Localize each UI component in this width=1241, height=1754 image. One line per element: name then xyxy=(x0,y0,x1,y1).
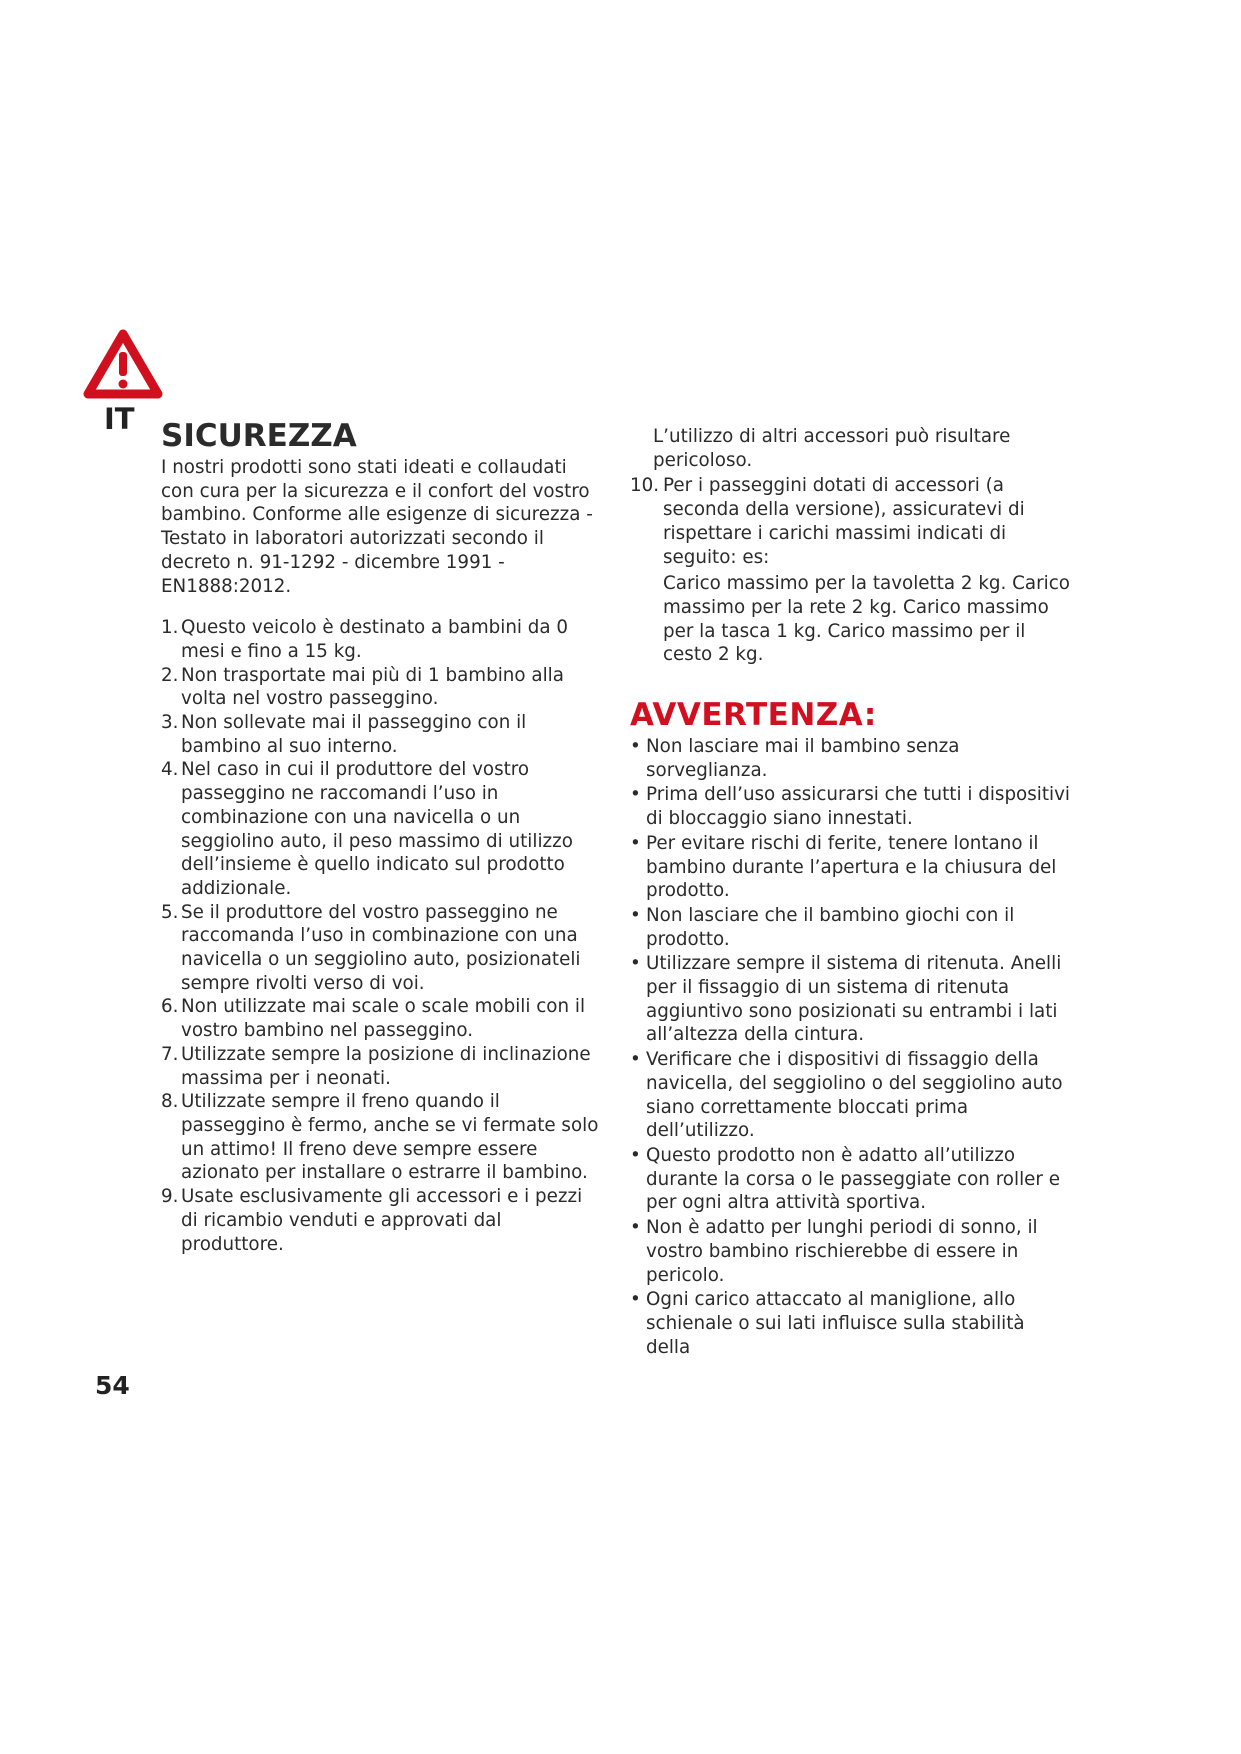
rule-item xyxy=(161,664,601,711)
warning-text: Prima dell’uso assicurarsi che tutti i dispositivi di bloccaggio siano innestati. xyxy=(646,784,1070,830)
rule-number: 3. xyxy=(161,712,179,734)
warning-item xyxy=(630,952,1070,1047)
safety-title: SICUREZZA xyxy=(161,418,357,454)
bullet-icon: • xyxy=(630,904,641,926)
warning-text: Ogni carico attaccato al maniglione, allo schienale o sui lati influisce sulla stabilità della xyxy=(646,1289,1025,1358)
safety-rules-list xyxy=(161,616,601,1256)
safety-intro: I nostri prodotti sono stati ideati e collaudati con cura per la sicurezza e il confort del vostro bambino. Conforme alle esigenze di sicurezza - Testato in laboratori autorizzati secondo il decreto n. 91-1292 - dicembre 1991 - EN1888:2012. xyxy=(161,457,593,597)
bullet-icon: • xyxy=(630,1289,641,1311)
rule-text: Nel caso in cui il produttore del vostro passeggino ne raccomandi l’uso in combinazione con una navicella o un seggiolino auto, il peso massimo di utilizzo dell’insieme è quello indicato sul prodotto addizionale. xyxy=(181,759,573,899)
rule-item-10 xyxy=(630,474,1070,569)
rule-text: Utilizzate sempre la posizione di inclinazione massima per i neonati. xyxy=(181,1043,591,1089)
warning-text: Non lasciare che il bambino giochi con il prodotto. xyxy=(646,904,1015,950)
warning-column xyxy=(630,425,1070,1360)
rule-text: Per i passeggini dotati di accessori (a seconda della versione), assicuratevi di rispettare i carichi massimi indicati di seguito: es: xyxy=(663,475,1025,568)
warning-item xyxy=(630,904,1070,951)
rule-text: Non utilizzate mai scale o scale mobili con il vostro bambino nel passeggino. xyxy=(181,996,586,1042)
rule-text: Non trasportate mai più di 1 bambino alla volta nel vostro passeggino. xyxy=(181,664,564,710)
rule-number: 8. xyxy=(161,1091,179,1113)
warning-item xyxy=(630,1216,1070,1287)
rule-item xyxy=(161,1043,601,1090)
rule-9-continued: L’utilizzo di altri accessori può risultare pericoloso. xyxy=(653,426,1011,471)
warning-title: AVVERTENZA: xyxy=(630,697,877,734)
bullet-icon: • xyxy=(630,1049,641,1071)
warning-item xyxy=(630,832,1070,903)
bullet-icon: • xyxy=(630,784,641,806)
warning-text: Questo prodotto non è adatto all’utilizzo durante la corsa o le passeggiate con roller e per ogni altra attività sportiva. xyxy=(646,1144,1060,1214)
warning-item xyxy=(630,1144,1070,1215)
rule-text: Utilizzate sempre il freno quando il passeggino è fermo, anche se vi fermate solo un attimo! Il freno deve sempre essere azionato per installare o estrarre il bambino. xyxy=(181,1091,599,1184)
warning-item xyxy=(630,735,1070,782)
rule-item xyxy=(161,1185,601,1256)
rule-item xyxy=(161,711,601,758)
rule-item xyxy=(161,616,601,663)
rule-number: 7. xyxy=(161,1043,179,1065)
rule-number: 10. xyxy=(630,475,660,497)
rule-number: 6. xyxy=(161,996,179,1018)
rule-number: 2. xyxy=(161,664,179,686)
rule-text: Questo veicolo è destinato a bambini da 0 mesi e fino a 15 kg. xyxy=(181,617,569,662)
warning-item xyxy=(630,1288,1070,1359)
page-number: 54 xyxy=(95,1371,130,1400)
rule-number: 4. xyxy=(161,759,179,781)
warning-bullet-list xyxy=(630,735,1070,1359)
safety-column xyxy=(161,418,601,1256)
bullet-icon: • xyxy=(630,832,641,854)
bullet-icon: • xyxy=(630,953,641,975)
rule-number: 9. xyxy=(161,1186,179,1208)
max-loads-text: Carico massimo per la tavoletta 2 kg. Carico massimo per la rete 2 kg. Carico massimo per la tasca 1 kg. Carico massimo per il cesto 2 kg. xyxy=(663,573,1070,666)
warning-triangle-icon xyxy=(82,328,164,402)
rule-item xyxy=(161,995,601,1042)
rule-item xyxy=(161,758,601,900)
rule-item xyxy=(161,1090,601,1185)
bullet-icon: • xyxy=(630,1144,641,1166)
warning-text: Per evitare rischi di ferite, tenere lontano il bambino durante l’apertura e la chiusura del prodotto. xyxy=(646,832,1057,902)
bullet-icon: • xyxy=(630,1217,641,1239)
rule-number: 5. xyxy=(161,901,179,923)
warning-item xyxy=(630,783,1070,830)
language-tab: IT xyxy=(104,402,135,436)
rule-text: Usate esclusivamente gli accessori e i pezzi di ricambio venduti e approvati dal produttore. xyxy=(181,1186,583,1255)
rule-text: Non sollevate mai il passeggino con il bambino al suo interno. xyxy=(181,712,527,757)
rule-number: 1. xyxy=(161,617,179,639)
warning-text: Non lasciare mai il bambino senza sorveglianza. xyxy=(646,736,960,781)
rule-text: Se il produttore del vostro passeggino ne raccomanda l’uso in combinazione con una navicella o un seggiolino auto, posizionateli sempre rivolti verso di voi. xyxy=(181,901,581,994)
warning-item xyxy=(630,1048,1070,1143)
warning-text: Utilizzare sempre il sistema di ritenuta. Anelli per il fissaggio di un sistema di ritenuta aggiuntivo sono posizionati su entrambi i lati all’altezza della cintura. xyxy=(646,953,1062,1046)
warning-text: Non è adatto per lunghi periodi di sonno, il vostro bambino rischierebbe di essere in pericolo. xyxy=(646,1217,1038,1286)
rule-item xyxy=(161,901,601,996)
warning-text: Verificare che i dispositivi di fissaggio della navicella, del seggiolino o del seggiolino auto siano correttamente bloccati prima dell’utilizzo. xyxy=(646,1049,1063,1142)
bullet-icon: • xyxy=(630,736,641,758)
